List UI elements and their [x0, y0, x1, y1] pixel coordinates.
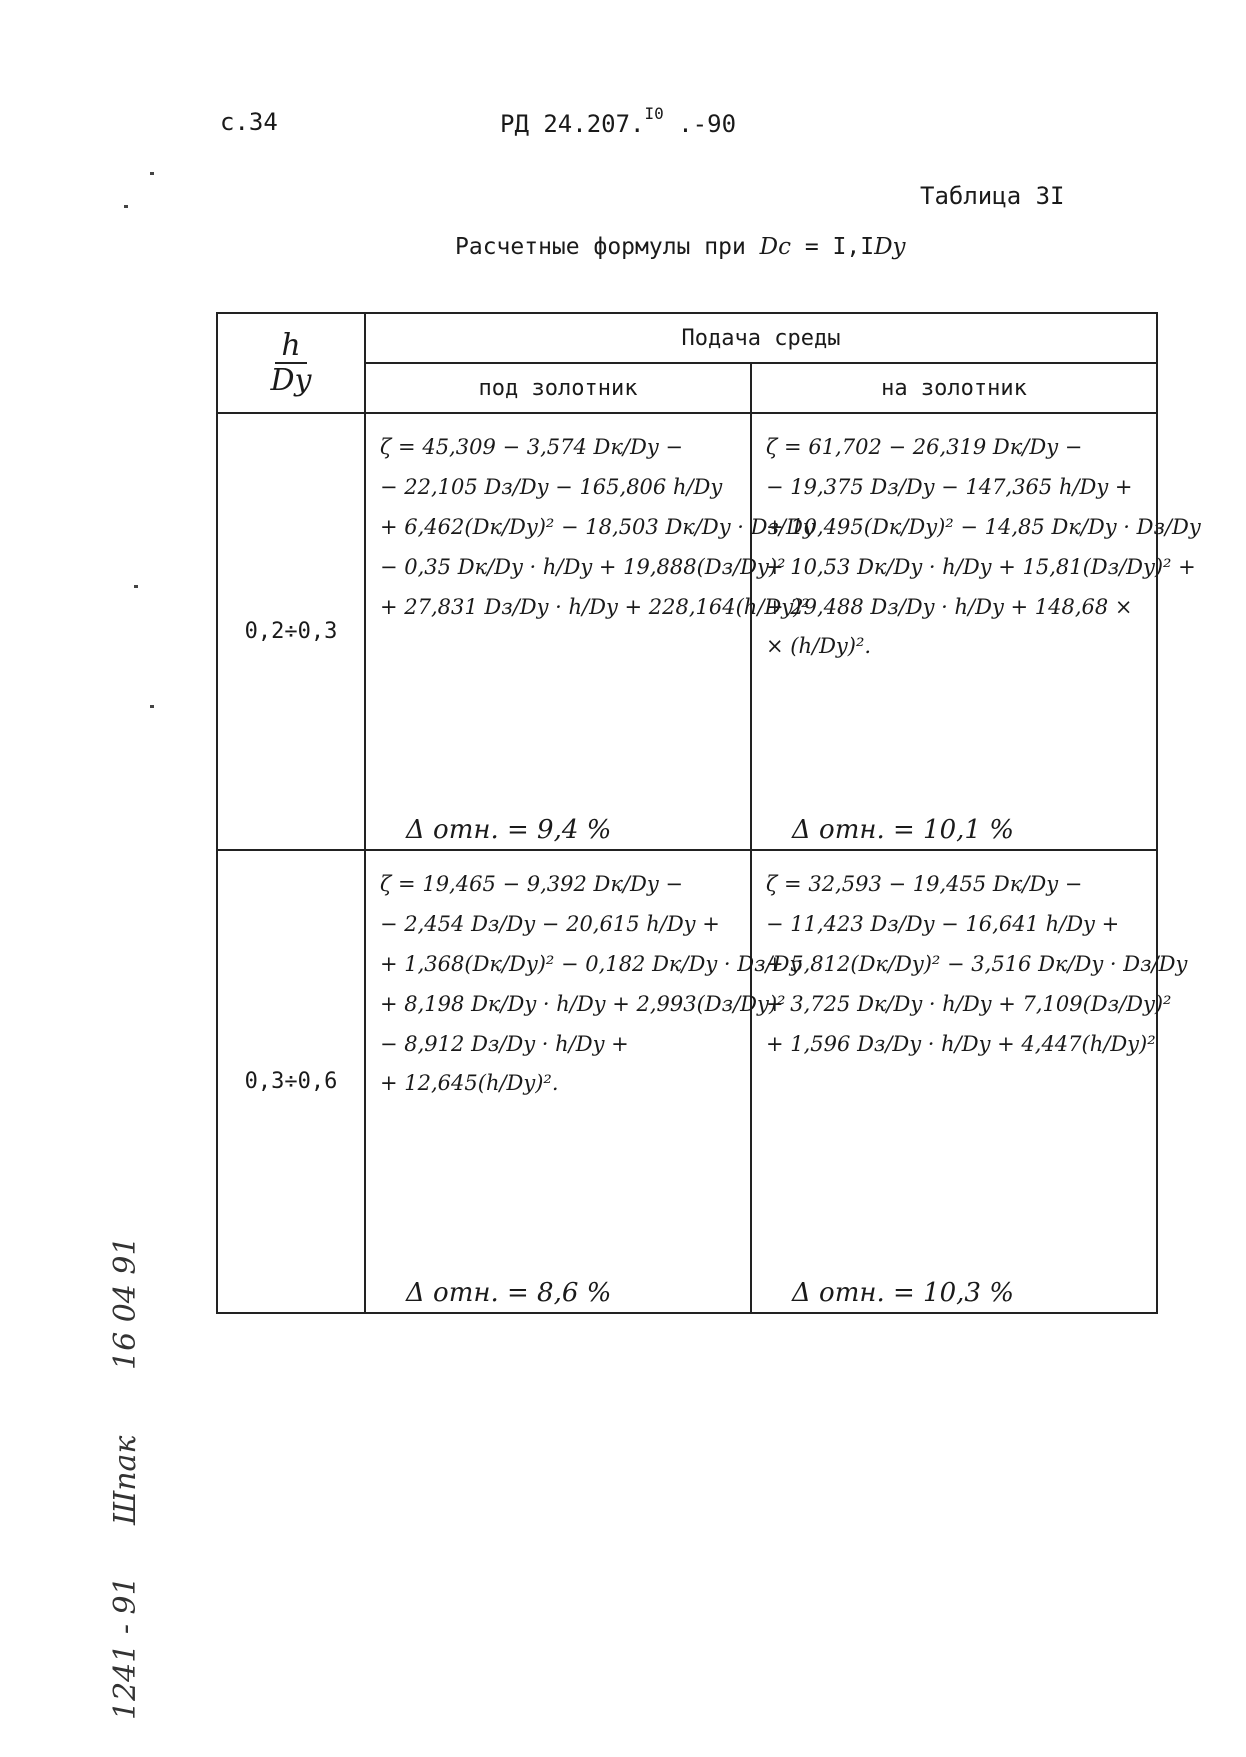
formula-line: + 10,53 Dк/Dy · h/Dy + 15,81(Dз/Dy)² +: [766, 554, 1196, 579]
formula-line: − 8,912 Dз/Dy · h/Dy +: [380, 1031, 629, 1056]
formula-line: + 27,831 Dз/Dy · h/Dy + 228,164(h/Dy)²: [380, 594, 810, 619]
formula-line: − 19,375 Dз/Dy − 147,365 h/Dy +: [766, 474, 1133, 499]
range-cell: 0,2÷0,3: [217, 413, 365, 850]
accuracy-note: Δ отн. = 10,1 %: [792, 815, 1014, 845]
margin-number: 1241 - 91: [108, 1576, 143, 1720]
margin-date: 16 04 91: [108, 1236, 143, 1370]
column-header-under: под золотник: [365, 363, 751, 413]
caption-text: Расчетные формулы при: [455, 234, 760, 260]
doc-suffix: .-90: [663, 110, 737, 138]
formula-cell: [365, 850, 802, 1313]
accuracy-note: Δ отн. = 9,4 %: [406, 815, 612, 845]
formula-line: + 5,812(Dк/Dy)² − 3,516 Dк/Dy · Dз/Dy: [766, 951, 1188, 976]
formula-cell: [365, 413, 815, 850]
caption-eq: = I,I: [790, 234, 875, 260]
formula-line: − 0,35 Dк/Dy · h/Dy + 19,888(Dз/Dy)²: [380, 554, 786, 579]
document-number: [500, 104, 737, 138]
doc-prefix: РД 24.207.: [500, 110, 645, 138]
formula-line: ζ = 19,465 − 9,392 Dк/Dy −: [380, 872, 683, 896]
formula-line: + 6,462(Dк/Dy)² − 18,503 Dк/Dy · Dз/Dy: [380, 514, 815, 539]
formula-line: + 1,596 Dз/Dy · h/Dy + 4,447(h/Dy)²: [766, 1031, 1156, 1056]
formula-line: + 29,488 Dз/Dy · h/Dy + 148,68 ×: [766, 594, 1133, 619]
scan-mark: [150, 705, 154, 708]
formula-cell: [751, 850, 1188, 1313]
scan-mark: [134, 585, 138, 588]
h-over-dy: $\frac{h}{Dy}$: [270, 328, 312, 398]
accuracy-note: Δ отн. = 8,6 %: [406, 1278, 612, 1308]
caption-var2: Dy: [874, 234, 906, 260]
formula-line: ζ = 32,593 − 19,455 Dк/Dy −: [766, 872, 1083, 896]
group-header: Подача среды: [365, 313, 1157, 363]
corner-header: [217, 313, 365, 413]
margin-signature: Шпак: [108, 1435, 143, 1525]
formula-line: × (h/Dy)².: [766, 634, 872, 659]
scan-mark: [150, 172, 154, 175]
column-header-onto: на золотник: [751, 363, 1157, 413]
formula-cell: [751, 413, 1201, 850]
formula-table: [216, 312, 1201, 1314]
page-number: с.34: [220, 108, 278, 136]
table-caption: [455, 234, 906, 260]
formula-line: + 3,725 Dк/Dy · h/Dy + 7,109(Dз/Dy)²: [766, 991, 1172, 1016]
scan-mark: [124, 205, 128, 208]
formula-line: + 8,198 Dк/Dy · h/Dy + 2,993(Dз/Dy)²: [380, 991, 786, 1016]
accuracy-note: Δ отн. = 10,3 %: [792, 1278, 1014, 1308]
range-cell: 0,3÷0,6: [217, 850, 365, 1313]
formula-line: − 22,105 Dз/Dy − 165,806 h/Dy: [380, 474, 723, 499]
formula-line: − 11,423 Dз/Dy − 16,641 h/Dy +: [766, 911, 1120, 936]
formula-line: ζ = 61,702 − 26,319 Dк/Dy −: [766, 435, 1083, 459]
formula-line: + 12,645(h/Dy)².: [380, 1071, 559, 1096]
formula-line: ζ = 45,309 − 3,574 Dк/Dy −: [380, 435, 683, 459]
formula-line: + 1,368(Dк/Dy)² − 0,182 Dк/Dy · Dз/Dy: [380, 951, 802, 976]
caption-var: Dc: [759, 234, 791, 260]
formula-line: − 2,454 Dз/Dy − 20,615 h/Dy +: [380, 911, 720, 936]
formula-line: + 10,495(Dк/Dy)² − 14,85 Dк/Dy · Dз/Dy: [766, 514, 1201, 539]
table-label: Таблица 3I: [920, 182, 1065, 210]
doc-superscript: I0: [644, 104, 664, 123]
